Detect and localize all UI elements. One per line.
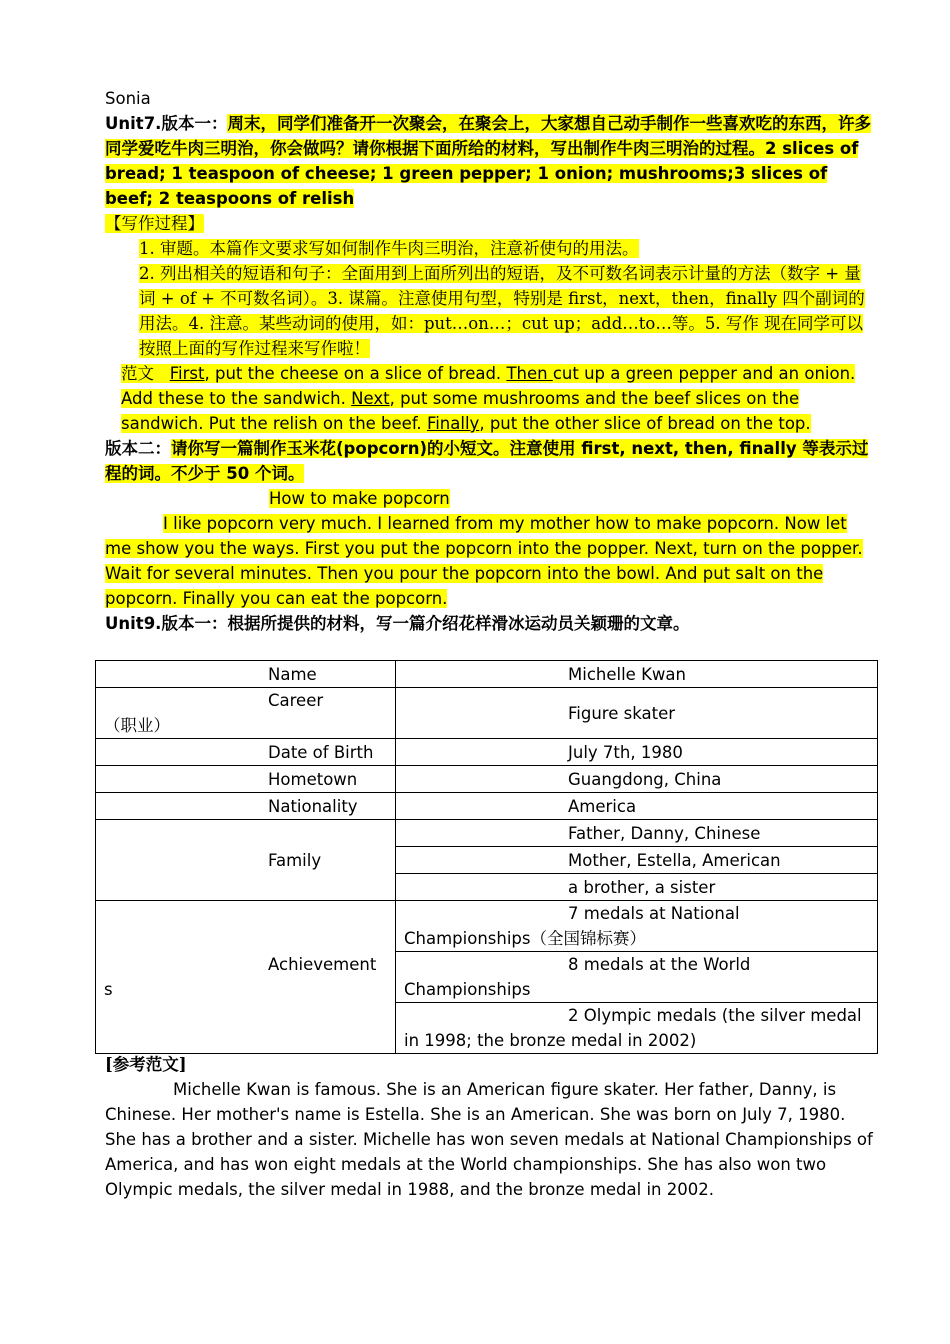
popcorn-essay: I like popcorn very much. I learned from my mother how to make popcorn. Now let me show you the ways. First you put the popcorn into the popper. Next, turn on the popper. Wait for several minutes. Then you pour the popcorn into the bowl. And put salt on the popcorn. Finally you can eat the popcorn. <box>105 514 863 608</box>
document-body <box>105 86 875 636</box>
process-step-1: 1. 审题。本篇作文要求写如何制作牛肉三明治，注意祈使句的用法。 <box>139 239 639 258</box>
unit7-version1-label: 版本一： <box>161 114 228 133</box>
table-row <box>96 661 878 688</box>
achievement-1: Championships（全国锦标赛） <box>404 929 646 948</box>
process-step-2: 2. 列出相关的短语和句子：全面用到上面所列出的短语，及不可数名词表示计量的方法（数字 + 量词 + of + 不可数名词）。3. 谋篇。注意使用句型，特别是 first，next，then，finally 四个副词的用法。4. 注意。某些动词的使用，如：put…on…；cut up；add…to…等。5. 写作 现在同学可以按照上面的写作过程来写作啦！ <box>139 264 865 358</box>
family-father: Father, Danny, Chinese <box>568 823 761 843</box>
sandwich-sample: 范文 First, put the cheese on a slice of bread. Then cut up a green pepper and an onion. Add these to the sandwich. Next, put some mushrooms and the beef slices on the sandwich. Put the relish on the beef. Finally, put the other slice of bread on the top. <box>121 364 856 433</box>
author-name: Sonia <box>105 89 151 108</box>
table-row <box>96 766 878 793</box>
hometown-key: Hometown <box>268 769 358 789</box>
family-siblings: a brother, a sister <box>568 877 716 897</box>
table-row <box>96 739 878 766</box>
dob-key: Date of Birth <box>268 742 374 762</box>
athlete-profile-table <box>95 660 878 1054</box>
dob-value: July 7th, 1980 <box>568 742 683 762</box>
reference-title: [参考范文] <box>105 1055 187 1074</box>
achievement-2: Championships <box>404 980 531 999</box>
achievement-3: in 1998; the bronze medal in 2002) <box>404 1031 697 1050</box>
hometown-value: Guangdong, China <box>568 769 722 789</box>
achievements-key: Achievement <box>268 955 377 974</box>
table-row: 2 Olympic medals (the silver medal in 1998; the bronze medal in 2002) <box>96 1003 878 1054</box>
unit7-heading: Unit7. <box>105 114 162 133</box>
career-value: Figure skater <box>568 703 676 723</box>
unit7-prompt <box>105 111 875 211</box>
popcorn-title: How to make popcorn <box>269 489 450 508</box>
table-row: Career（职业） Figure skater <box>96 688 878 739</box>
nationality-key: Nationality <box>268 796 358 816</box>
sample-label: 范文 <box>121 364 154 383</box>
name-value: Michelle Kwan <box>568 664 686 684</box>
table-row: 8 medals at the World Championships <box>96 952 878 1003</box>
unit9-prompt: Unit9.版本一：根据所提供的材料，写一篇介绍花样滑冰运动员关颖珊的文章。 <box>105 614 690 633</box>
unit7-version2-prompt: 版本二：请你写一篇制作玉米花(popcorn)的小短文。注意使用 first, next, then, finally 等表示过程的词。不少于 50 个词。 <box>105 439 869 483</box>
table-row <box>96 793 878 820</box>
reference-text: Michelle Kwan is famous. She is an American figure skater. Her father, Danny, is Chinese. Her mother's name is Estella. She is an American. She was born on July 7, 1980. She has a brother and a sister. Michelle has won seven medals at National Championships of America, and has won eight medals at the World championships. She has also won two Olympic medals, the silver medal in 1988, and the bronze medal in 2002. <box>105 1080 873 1199</box>
reference-essay <box>105 1052 875 1202</box>
unit9-heading: Unit9. <box>105 614 162 633</box>
table-row: Achievement s 7 medals at National Championships（全国锦标赛） <box>96 901 878 952</box>
career-key: Career <box>268 691 324 710</box>
name-key: Name <box>268 664 317 684</box>
family-mother: Mother, Estella, American <box>568 850 781 870</box>
writing-process-title: 【写作过程】 <box>105 214 204 233</box>
family-key: Family <box>268 850 322 870</box>
table-row <box>96 820 878 847</box>
unit7-version1-prompt: 周末，同学们准备开一次聚会，在聚会上，大家想自己动手制作一些喜欢吃的东西，许多同学爱吃牛肉三明治，你会做吗？请你根据下面所给的材料，写出制作牛肉三明治的过程。2 slices of bread; 1 teaspoon of cheese; 1 green pepper; 1 onion; mushrooms;3 slices of beef; 2 teaspoons of relish <box>105 114 871 208</box>
nationality-value: America <box>568 796 637 816</box>
